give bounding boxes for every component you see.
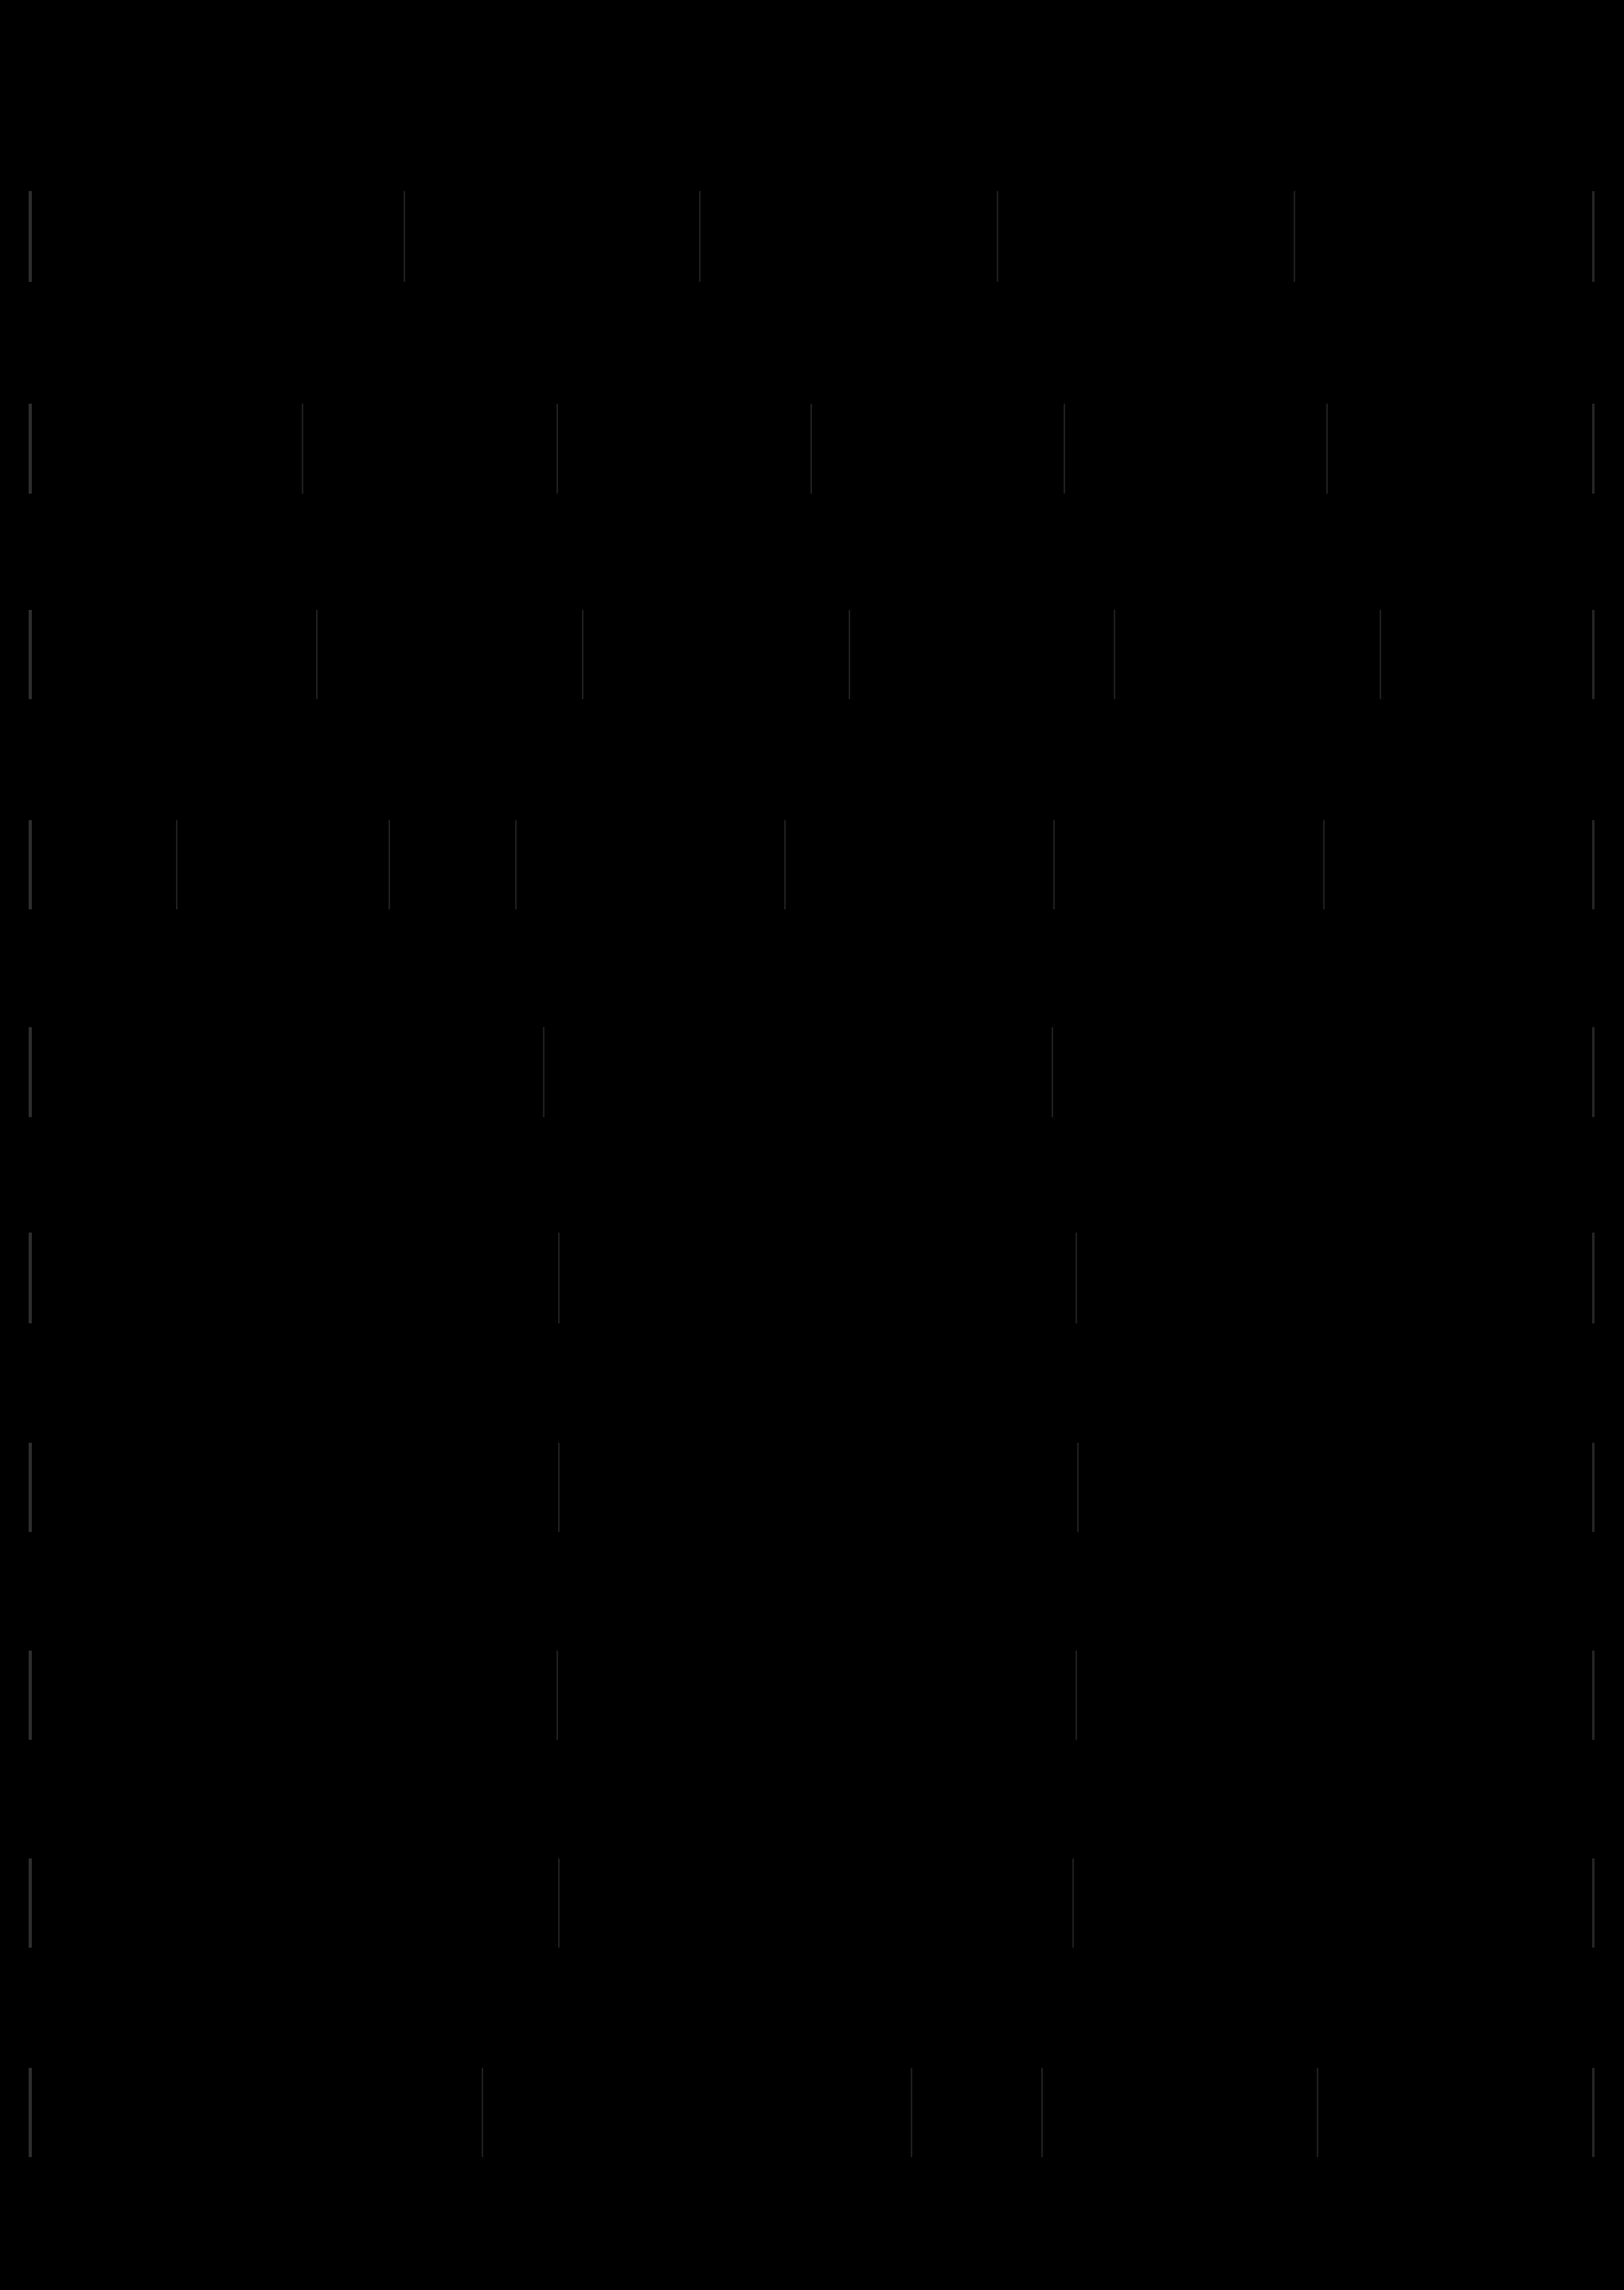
barline — [558, 1233, 560, 1323]
barline — [1053, 820, 1055, 909]
system-end-barline — [1592, 191, 1595, 282]
system-start-barline — [29, 610, 32, 699]
barline — [482, 2068, 483, 2157]
system-start-barline — [29, 1858, 32, 1948]
barline — [404, 191, 405, 282]
system-end-barline — [1592, 1233, 1595, 1323]
barline — [558, 1858, 560, 1948]
system-start-barline — [29, 1027, 32, 1117]
system-4 — [0, 820, 1624, 909]
barline — [1064, 404, 1065, 494]
system-end-barline — [1592, 1858, 1595, 1948]
barline — [515, 820, 517, 909]
barline — [176, 820, 178, 909]
barline — [558, 1443, 560, 1532]
system-start-barline — [29, 1443, 32, 1532]
system-3 — [0, 610, 1624, 699]
barline — [316, 610, 318, 699]
barline — [911, 2068, 912, 2157]
barline — [1326, 404, 1328, 494]
system-end-barline — [1592, 1027, 1595, 1117]
system-start-barline — [29, 191, 32, 282]
system-10 — [0, 2068, 1624, 2157]
system-9 — [0, 1858, 1624, 1948]
barline — [784, 820, 786, 909]
barline — [699, 191, 701, 282]
system-start-barline — [29, 820, 32, 909]
barline — [849, 610, 850, 699]
system-end-barline — [1592, 404, 1595, 494]
system-end-barline — [1592, 1443, 1595, 1532]
system-start-barline — [29, 1651, 32, 1740]
system-end-barline — [1592, 2068, 1595, 2157]
system-6 — [0, 1233, 1624, 1323]
barline — [1041, 2068, 1043, 2157]
system-start-barline — [29, 1233, 32, 1323]
system-5 — [0, 1027, 1624, 1117]
system-7 — [0, 1443, 1624, 1532]
system-end-barline — [1592, 820, 1595, 909]
barline — [1323, 820, 1325, 909]
barline — [388, 820, 390, 909]
barline — [997, 191, 998, 282]
system-2 — [0, 404, 1624, 494]
barline — [556, 1651, 558, 1740]
barline — [556, 404, 558, 494]
system-1 — [0, 191, 1624, 282]
barline — [302, 404, 303, 494]
system-end-barline — [1592, 1651, 1595, 1740]
barline — [810, 404, 812, 494]
barline — [1052, 1027, 1053, 1117]
barline — [543, 1027, 545, 1117]
system-end-barline — [1592, 610, 1595, 699]
barline — [1114, 610, 1115, 699]
barline — [1072, 1858, 1074, 1948]
barline — [1077, 1443, 1079, 1532]
system-start-barline — [29, 2068, 32, 2157]
barline — [1294, 191, 1295, 282]
barline — [1076, 1651, 1077, 1740]
barline — [1076, 1233, 1077, 1323]
barline — [1380, 610, 1381, 699]
barline — [582, 610, 584, 699]
barline — [1317, 2068, 1318, 2157]
system-8 — [0, 1651, 1624, 1740]
system-start-barline — [29, 404, 32, 494]
